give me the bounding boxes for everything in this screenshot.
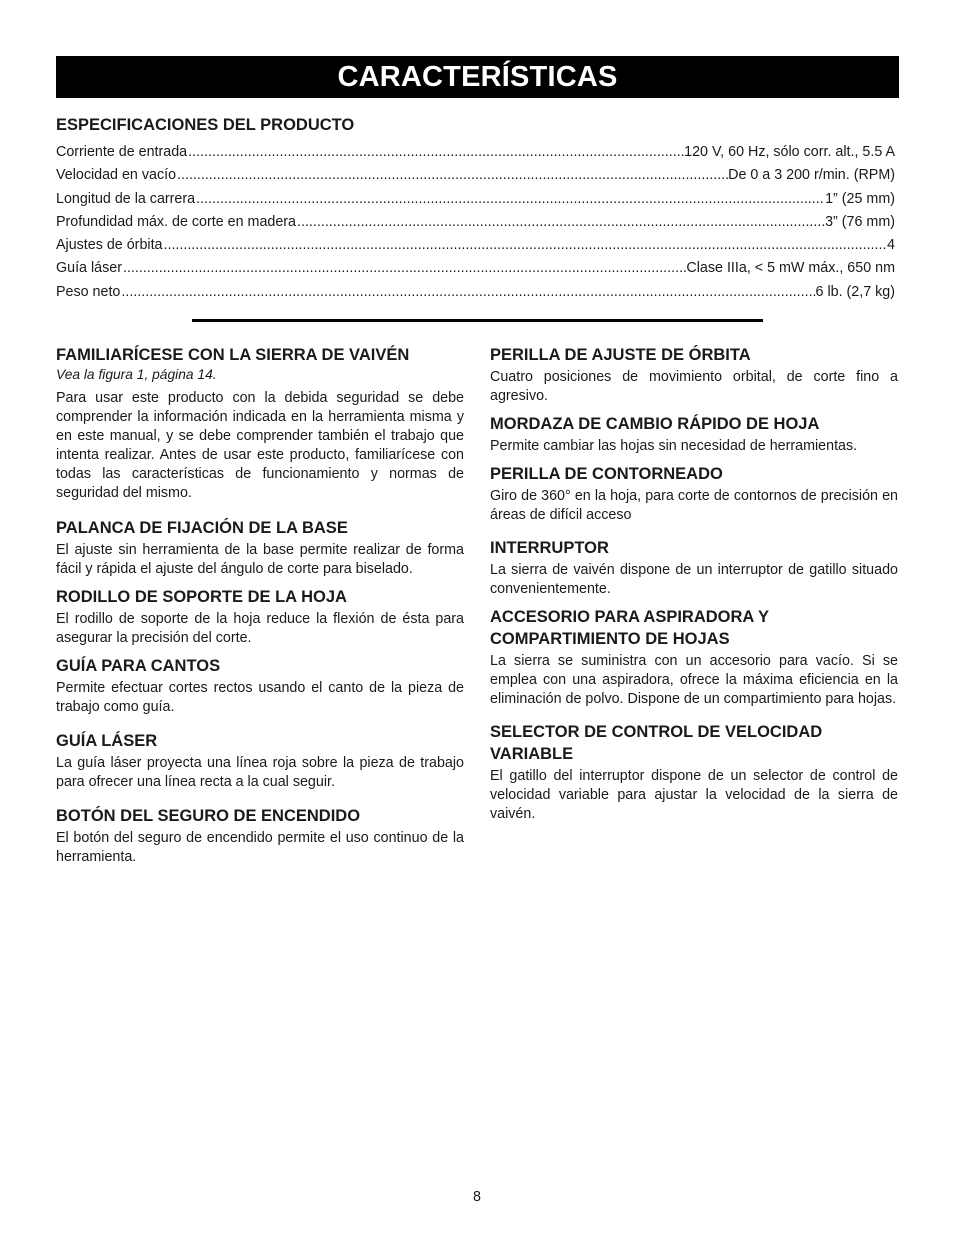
feature-heading: RODILLO DE SOPORTE DE LA HOJA xyxy=(56,588,347,606)
spec-value: 1” (25 mm) xyxy=(825,190,895,207)
specs-heading: ESPECIFICACIONES DEL PRODUCTO xyxy=(56,116,355,134)
section-divider xyxy=(192,319,763,322)
feature-description: Cuatro posiciones de movimiento orbital, de corte fino a agresivo. xyxy=(490,369,898,404)
feature-section xyxy=(56,655,464,717)
feature-section xyxy=(56,586,464,648)
feature-description: Para usar este producto con la debida seguridad se debe comprender la información indicada en la herramienta misma y en este manual, y se debe comprender también el trabajo que intenta realizar. Antes de usar este producto, familiarícese con todas las características de funcionamiento y normas de seguridad del mismo. xyxy=(56,390,464,501)
feature-section xyxy=(490,413,898,456)
feature-section xyxy=(490,606,898,709)
page-number: 8 xyxy=(473,1189,481,1205)
feature-section xyxy=(56,730,464,792)
spec-row xyxy=(56,188,895,211)
feature-section xyxy=(490,721,898,824)
spec-label: Velocidad en vacío xyxy=(56,167,177,184)
spec-label: Ajustes de órbita xyxy=(56,237,163,254)
feature-description: Giro de 360° en la hoja, para corte de contornos de precisión en áreas de difícil acceso xyxy=(490,488,898,523)
spec-row xyxy=(56,257,895,280)
feature-heading: BOTÓN DEL SEGURO DE ENCENDIDO xyxy=(56,807,361,825)
spec-value: 4 xyxy=(887,237,895,254)
spec-row xyxy=(56,141,895,164)
left-column xyxy=(56,344,464,867)
feature-description: El rodillo de soporte de la hoja reduce la flexión de ésta para asegurar la precisión del corte. xyxy=(56,611,464,646)
feature-description: La guía láser proyecta una línea roja sobre la pieza de trabajo para ofrecer una línea recta a la cual seguir. xyxy=(56,755,464,790)
feature-heading: GUÍA LÁSER xyxy=(56,732,158,750)
feature-heading: SELECTOR DE CONTROL DE VELOCIDAD VARIABLE xyxy=(490,723,823,763)
spec-row xyxy=(56,164,895,187)
feature-description: El gatillo del interruptor dispone de un selector de control de velocidad variable para ajustar la velocidad de la sierra de vaivén. xyxy=(490,768,898,822)
page-title: CARACTERÍSTICAS xyxy=(56,56,899,98)
feature-section xyxy=(490,344,898,406)
spec-value: Clase IIIa, < 5 mW máx., 650 nm xyxy=(686,260,895,277)
feature-section xyxy=(490,463,898,525)
right-column xyxy=(490,344,898,824)
spec-value: 6 lb. (2,7 kg) xyxy=(815,283,895,300)
feature-section xyxy=(490,537,898,599)
feature-section xyxy=(56,344,464,503)
spec-row xyxy=(56,211,895,234)
spec-label: Longitud de la carrera xyxy=(56,190,196,207)
feature-heading: PERILLA DE AJUSTE DE ÓRBITA xyxy=(490,346,751,364)
feature-heading: PALANCA DE FIJACIÓN DE LA BASE xyxy=(56,519,348,537)
product-specifications xyxy=(56,116,895,304)
spec-value: De 0 a 3 200 r/min. (RPM) xyxy=(728,167,895,184)
figure-reference: Vea la figura 1, página 14. xyxy=(56,367,217,382)
feature-heading: MORDAZA DE CAMBIO RÁPIDO DE HOJA xyxy=(490,415,820,433)
feature-description: Permite cambiar las hojas sin necesidad de herramientas. xyxy=(490,438,858,454)
feature-description: El botón del seguro de encendido permite el uso continuo de la herramienta. xyxy=(56,830,464,865)
feature-heading: GUÍA PARA CANTOS xyxy=(56,657,221,675)
feature-heading: PERILLA DE CONTORNEADO xyxy=(490,465,723,483)
spec-row xyxy=(56,281,895,304)
feature-section xyxy=(56,517,464,579)
feature-description: Permite efectuar cortes rectos usando el canto de la pieza de trabajo como guía. xyxy=(56,680,464,715)
feature-heading: FAMILIARÍCESE CON LA SIERRA DE VAIVÉN xyxy=(56,346,410,364)
feature-description: La sierra de vaivén dispone de un interruptor de gatillo situado convenientemente. xyxy=(490,562,898,597)
spec-label: Corriente de entrada xyxy=(56,144,188,160)
feature-heading: ACCESORIO PARA ASPIRADORA Y COMPARTIMIENTO DE HOJAS xyxy=(490,608,769,648)
spec-value: 3” (76 mm) xyxy=(825,213,895,230)
feature-description: La sierra se suministra con un accesorio para vacío. Si se emplea con una aspiradora, ofrece la máxima eficiencia en la eliminación de polvo. Dispone de un compartimiento para hojas. xyxy=(490,653,898,707)
spec-label: Profundidad máx. de corte en madera xyxy=(56,213,297,230)
spec-label: Guía láser xyxy=(56,260,122,277)
spec-row xyxy=(56,234,895,257)
spec-value: 120 V, 60 Hz, sólo corr. alt., 5.5 A xyxy=(684,144,895,160)
spec-label: Peso neto xyxy=(56,283,121,300)
feature-description: El ajuste sin herramienta de la base permite realizar de forma fácil y rápida el ajuste del ángulo de corte para biselado. xyxy=(56,542,464,577)
feature-heading: INTERRUPTOR xyxy=(490,539,609,557)
feature-section xyxy=(56,805,464,867)
